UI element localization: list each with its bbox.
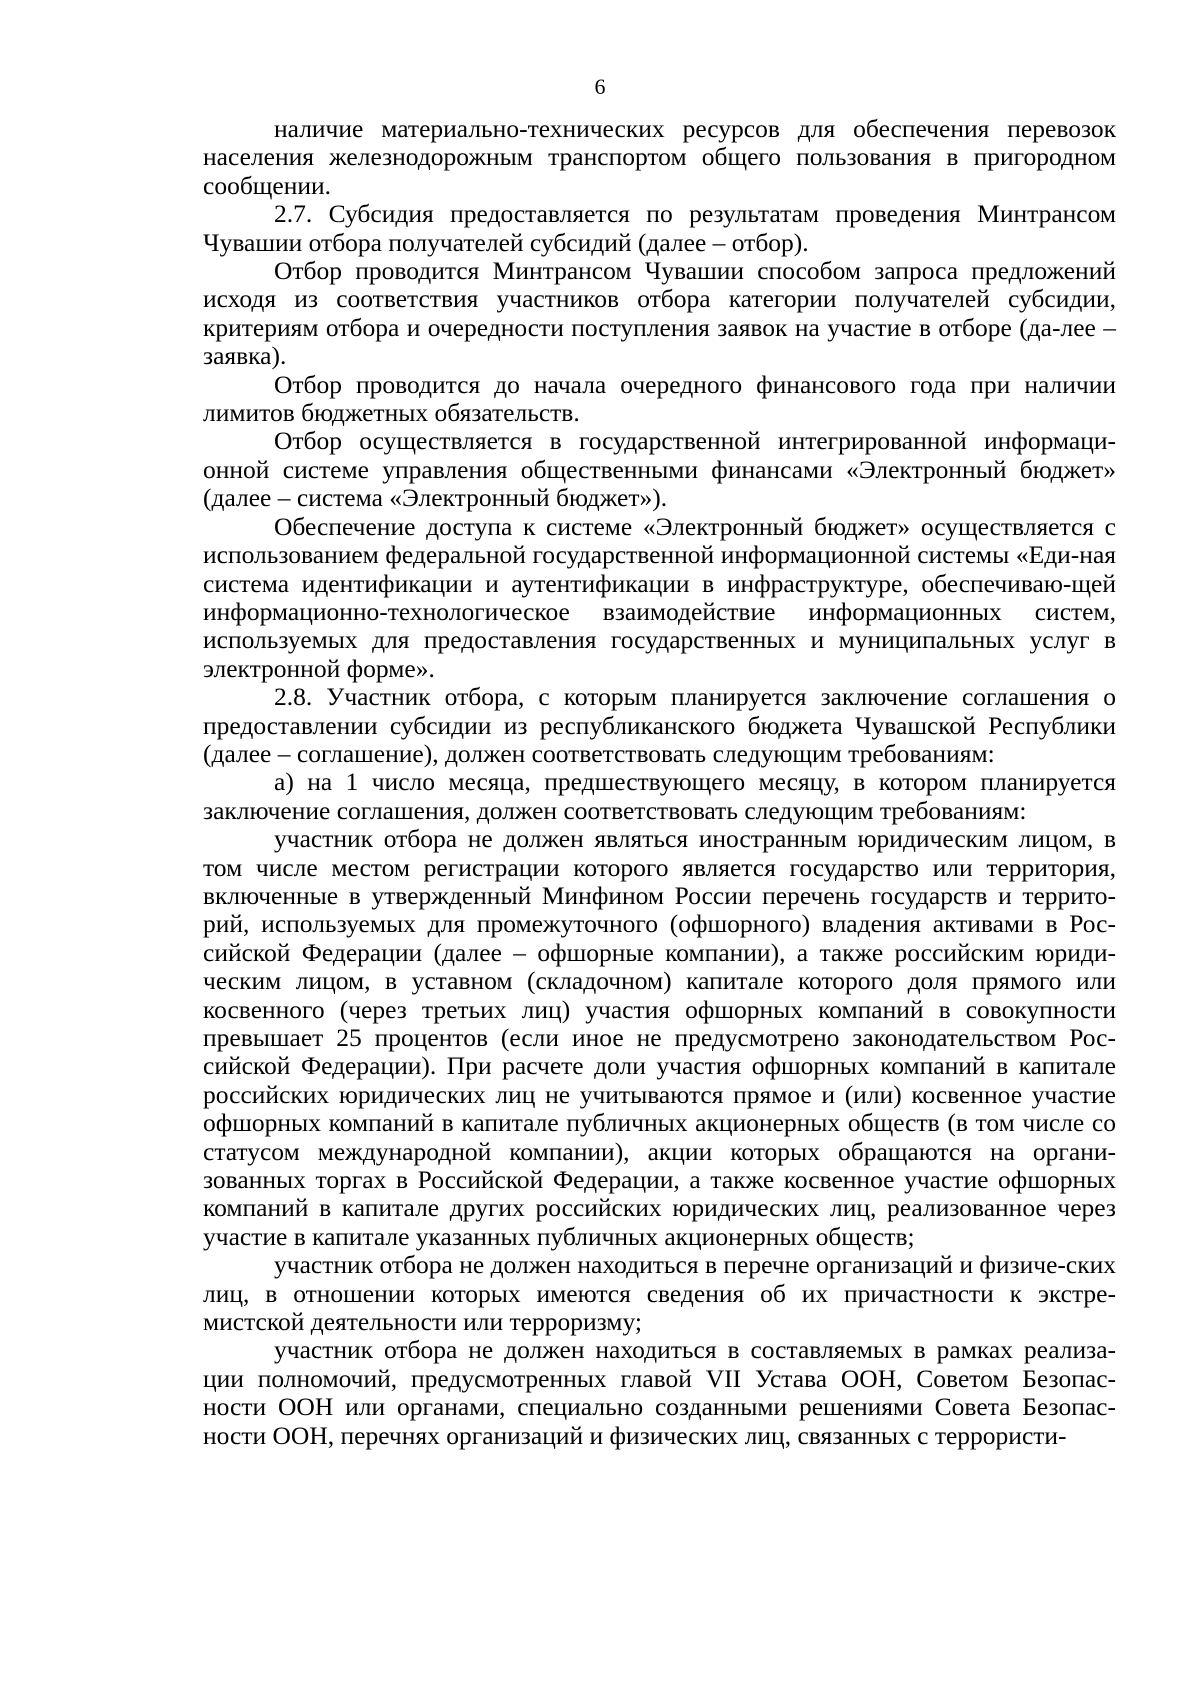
document-body [203,115,1116,1450]
paragraph-offshore: участник отбора не должен являться иностранным юридическим лицом, в том числе местом регистрации которого является государство или территория, включенные в утвержденный Минфином России перечень государств и террито-рий, используемых для промежуточного (офшорного) владения активами в Рос-сийской Федерации (далее – офшорные компании), а также российским юриди-ческим лицом, в уставном (складочном) капитале которого доля прямого или косвенного (через третьих лиц) участия офшорных компаний в совокупности превышает 25 процентов (если иное не предусмотрено законодательством Рос-сийской Федерации). При расчете доли участия офшорных компаний в капитале российских юридических лиц не учитываются прямое и (или) косвенное участие офшорных компаний в капитале публичных акционерных обществ (в том числе со статусом международной компании), акции которых обращаются на органи-зованных торгах в Российской Федерации, а также косвенное участие офшорных компаний в капитале других российских юридических лиц, реализованное через участие в капитале указанных публичных акционерных обществ; [203,824,1116,1251]
paragraph-2-7: 2.7. Субсидия предоставляется по результатам проведения Минтрансом Чувашии отбора получателей субсидий (далее – отбор). [203,199,1116,257]
paragraph-un-lists: участник отбора не должен находиться в составляемых в рамках реализа-ции полномочий, предусмотренных главой VII Устава ООН, Советом Безопас-ности ООН или органами, специально созданными решениями Совета Безопас-ности ООН, перечнях организаций и физических лиц, связанных с террористи- [203,1335,1116,1450]
paragraph-2-8: 2.8. Участник отбора, с которым планируется заключение соглашения о предоставлении субсидии из республиканского бюджета Чувашской Республики (далее – соглашение), должен соответствовать следующим требованиям: [203,682,1116,768]
paragraph-selection-timing: Отбор проводится до начала очередного финансового года при наличии лимитов бюджетных обязательств. [203,369,1116,428]
paragraph-electronic-budget: Отбор осуществляется в государственной интегрированной информаци-онной системе управления общественными финансами «Электронный бюджет» (далее – система «Электронный бюджет»). [203,426,1116,513]
paragraph-resources: наличие материально-технических ресурсов для обеспечения перевозок населения железнодорожным транспортом общего пользования в пригородном сообщении. [203,114,1116,200]
paragraph-requirement-a: а) на 1 число месяца, предшествующего месяцу, в котором планируется заключение соглашения, должен соответствовать следующим требованиям: [203,767,1116,825]
page-number: 6 [594,74,606,99]
paragraph-system-access: Обеспечение доступа к системе «Электронный бюджет» осуществляется с использованием федеральной государственной информационной системы «Еди-ная система идентификации и аутентификации в инфраструктуре, обеспечиваю-щей информационно-технологическое взаимодействие информационных систем, используемых для предоставления государственных и муниципальных услуг в электронной форме». [203,511,1116,683]
paragraph-selection-method: Отбор проводится Минтрансом Чувашии способом запроса предложений исходя из соответствия участников отбора категории получателей субсидии, критериям отбора и очередности поступления заявок на участие в отборе (да-лее – заявка). [203,256,1116,371]
paragraph-extremism: участник отбора не должен находиться в перечне организаций и физиче-ских лиц, в отношении которых имеются сведения об их причастности к экстре-мистской деятельности или терроризму; [203,1250,1116,1337]
